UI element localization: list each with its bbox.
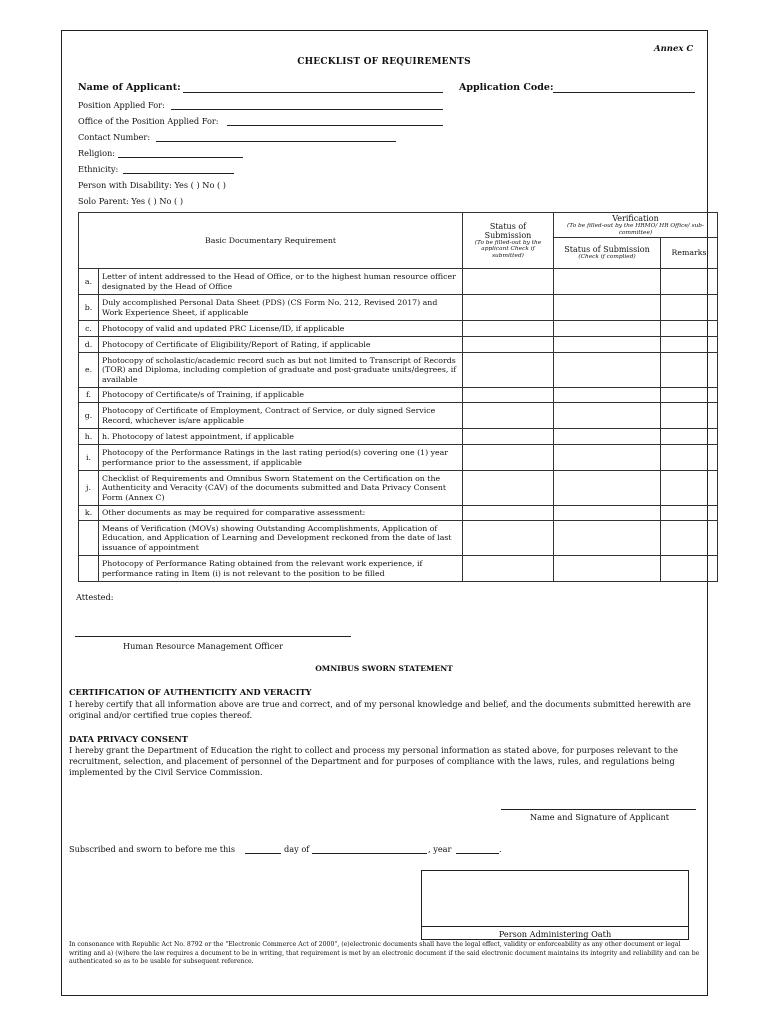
table-row: [79, 445, 718, 471]
col-header-requirement: Basic Documentary Requirement: [79, 213, 463, 269]
verification-cell[interactable]: [554, 445, 661, 471]
sworn-month-field[interactable]: [312, 853, 427, 854]
status-cell[interactable]: [463, 521, 554, 556]
row-letter: c.: [79, 321, 99, 337]
privacy-title: DATA PRIVACY CONSENT: [69, 734, 188, 744]
requirements-table: [78, 212, 718, 582]
religion-label: Religion:: [78, 148, 116, 158]
position-label: Position Applied For:: [78, 100, 165, 110]
row-requirement: Checklist of Requirements and Omnibus Sworn Statement on the Certification on the Authenticity and Veracity (CAV) of the documents submitted and Data Privacy Consent Form (Annex C): [99, 471, 463, 506]
table-row: [79, 429, 718, 445]
solo-parent-label[interactable]: Solo Parent: Yes ( ) No ( ): [78, 196, 184, 206]
remarks-cell[interactable]: [661, 445, 718, 471]
row-letter: [79, 556, 99, 582]
status-cell[interactable]: [463, 506, 554, 521]
attested-label: Attested:: [76, 592, 114, 602]
verification-cell[interactable]: [554, 429, 661, 445]
row-letter: f.: [79, 388, 99, 403]
hrmo-label: Human Resource Management Officer: [123, 641, 284, 651]
ver-status-note: (Check if complied): [578, 254, 636, 261]
remarks-cell[interactable]: [661, 388, 718, 403]
remarks-cell[interactable]: [661, 506, 718, 521]
status-cell[interactable]: [463, 353, 554, 388]
col-header-verification: [554, 213, 718, 238]
row-requirement: Photocopy of the Performance Ratings in the last rating period(s) covering one (1) year performance prior to the assessment, if applicable: [99, 445, 463, 471]
contact-label: Contact Number:: [78, 132, 151, 142]
table-row: [79, 337, 718, 353]
verification-cell[interactable]: [554, 521, 661, 556]
remarks-cell[interactable]: [661, 353, 718, 388]
col-header-remarks: Remarks: [661, 238, 718, 269]
row-requirement: Letter of intent addressed to the Head of Office, or to the highest human resource officer designated by the Head of Office: [99, 269, 463, 295]
row-letter: h.: [79, 429, 99, 445]
status-cell[interactable]: [463, 429, 554, 445]
verification-note: (To be filled-out by the HRMO/ HR Office/ sub-committee): [567, 223, 704, 236]
col-header-status: [463, 213, 554, 269]
verification-cell[interactable]: [554, 353, 661, 388]
col-header-ver-status: [554, 238, 661, 269]
hrmo-signature-line[interactable]: [75, 636, 351, 637]
row-letter: k.: [79, 506, 99, 521]
verification-cell[interactable]: [554, 403, 661, 429]
table-row: [79, 353, 718, 388]
verification-cell[interactable]: [554, 295, 661, 321]
verification-cell[interactable]: [554, 337, 661, 353]
verification-cell[interactable]: [554, 269, 661, 295]
omnibus-title: OMNIBUS SWORN STATEMENT: [315, 664, 453, 673]
verification-title: Verification: [612, 214, 659, 223]
application-code-label: Application Code:: [459, 82, 554, 93]
verification-cell[interactable]: [554, 556, 661, 582]
table-row: [79, 521, 718, 556]
remarks-cell[interactable]: [661, 471, 718, 506]
remarks-cell[interactable]: [661, 269, 718, 295]
oath-label: Person Administering Oath: [498, 929, 612, 939]
row-requirement: Duly accomplished Personal Data Sheet (PDS) (CS Form No. 212, Revised 2017) and Work Experience Sheet, if applicable: [99, 295, 463, 321]
status-cell[interactable]: [463, 295, 554, 321]
applicant-name-field[interactable]: [183, 92, 443, 93]
sworn-year-field[interactable]: [456, 853, 499, 854]
row-letter: [79, 521, 99, 556]
verification-cell[interactable]: [554, 388, 661, 403]
privacy-text: I hereby grant the Department of Education the right to collect and process my personal information as stated above, for purposes relevant to the recruitment, selection, and placement of personnel of the Department and for purposes of compliance with the laws, rules, and regulations being implemented by the Civil Service Commission.: [69, 745, 678, 777]
table-row: [79, 403, 718, 429]
sworn-text-a: Subscribed and sworn to before me this: [69, 844, 236, 854]
status-cell[interactable]: [463, 445, 554, 471]
status-cell[interactable]: [463, 471, 554, 506]
sworn-text-c: , year: [428, 844, 452, 854]
pwd-label[interactable]: Person with Disability: Yes ( ) No ( ): [78, 180, 226, 190]
status-cell[interactable]: [463, 269, 554, 295]
row-requirement: Other documents as may be required for comparative assessment:: [99, 506, 463, 521]
contact-field[interactable]: [156, 141, 396, 142]
row-letter: a.: [79, 269, 99, 295]
row-requirement: Means of Verification (MOVs) showing Outstanding Accomplishments, Application of Education, and Application of Learning and Development reckoned from the date of last issuance of appointment: [99, 521, 463, 556]
table-row: [79, 269, 718, 295]
status-cell[interactable]: [463, 388, 554, 403]
verification-cell[interactable]: [554, 506, 661, 521]
verification-cell[interactable]: [554, 471, 661, 506]
row-requirement: Photocopy of Certificate of Eligibility/Report of Rating, if applicable: [99, 337, 463, 353]
table-row: [79, 388, 718, 403]
remarks-cell[interactable]: [661, 321, 718, 337]
status-cell[interactable]: [463, 337, 554, 353]
table-row: [79, 471, 718, 506]
remarks-cell[interactable]: [661, 337, 718, 353]
office-field[interactable]: [227, 125, 443, 126]
table-row: [79, 295, 718, 321]
row-requirement: Photocopy of Certificate/s of Training, if applicable: [99, 388, 463, 403]
remarks-cell[interactable]: [661, 429, 718, 445]
sworn-text-d: .: [499, 844, 502, 854]
position-field[interactable]: [171, 109, 443, 110]
ver-status-title: Status of Submission: [564, 245, 650, 255]
verification-cell[interactable]: [554, 321, 661, 337]
table-row: [79, 321, 718, 337]
row-requirement: h. Photocopy of latest appointment, if applicable: [99, 429, 463, 445]
sworn-text-b: day of: [284, 844, 310, 854]
remarks-cell[interactable]: [661, 403, 718, 429]
row-letter: g.: [79, 403, 99, 429]
office-label: Office of the Position Applied For:: [78, 116, 219, 126]
applicant-name-label: Name of Applicant:: [78, 82, 181, 93]
remarks-cell[interactable]: [661, 521, 718, 556]
status-title: Status of Submission: [484, 221, 532, 240]
table-row: [79, 506, 718, 521]
row-requirement: Photocopy of valid and updated PRC License/ID, if applicable: [99, 321, 463, 337]
religion-field[interactable]: [118, 157, 243, 158]
oath-signature-line: [421, 926, 689, 927]
applicant-signature-line[interactable]: [501, 809, 696, 810]
cav-text: I hereby certify that all information above are true and correct, and of my personal knowledge and belief, and the documents submitted herewith are original and/or certified true copies thereof.: [69, 699, 691, 720]
status-cell[interactable]: [463, 556, 554, 582]
annex-label: Annex C: [654, 44, 694, 54]
row-requirement: Photocopy of scholastic/academic record such as but not limited to Transcript of Records (TOR) and Diploma, including completion of graduate and post-graduate units/degrees, if available: [99, 353, 463, 388]
applicant-signature-label: Name and Signature of Applicant: [530, 812, 670, 822]
ethnicity-field[interactable]: [123, 173, 234, 174]
row-letter: j.: [79, 471, 99, 506]
cav-title: CERTIFICATION OF AUTHENTICITY AND VERACITY: [69, 687, 312, 697]
status-cell[interactable]: [463, 403, 554, 429]
row-letter: d.: [79, 337, 99, 353]
status-note: (To be filled-out by the applicant Check if submitted): [474, 239, 542, 259]
row-letter: e.: [79, 353, 99, 388]
status-cell[interactable]: [463, 321, 554, 337]
application-code-field[interactable]: [553, 92, 695, 93]
row-letter: b.: [79, 295, 99, 321]
document-title: CHECKLIST OF REQUIREMENTS: [297, 57, 471, 67]
remarks-cell[interactable]: [661, 556, 718, 582]
row-letter: i.: [79, 445, 99, 471]
remarks-cell[interactable]: [661, 295, 718, 321]
row-requirement: Photocopy of Certificate of Employment, Contract of Service, or duly signed Service Record, whichever is/are applicable: [99, 403, 463, 429]
sworn-day-field[interactable]: [245, 853, 281, 854]
row-requirement: Photocopy of Performance Rating obtained from the relevant work experience, if performance rating in Item (i) is not relevant to the position to be filled: [99, 556, 463, 582]
ethnicity-label: Ethnicity:: [78, 164, 119, 174]
table-row: [79, 556, 718, 582]
footer-note: In consonance with Republic Act No. 8792 or the "Electronic Commerce Act of 2000", (e)electronic documents shall have the legal effect, validity or enforceability as any other document or legal writing and a) (w)here the law requires a document to be in writing, that requirement is met by an electronic document if the said electronic document maintains its integrity and reliability and can be authenticated so as to be usable for subsequent reference.: [69, 941, 700, 966]
